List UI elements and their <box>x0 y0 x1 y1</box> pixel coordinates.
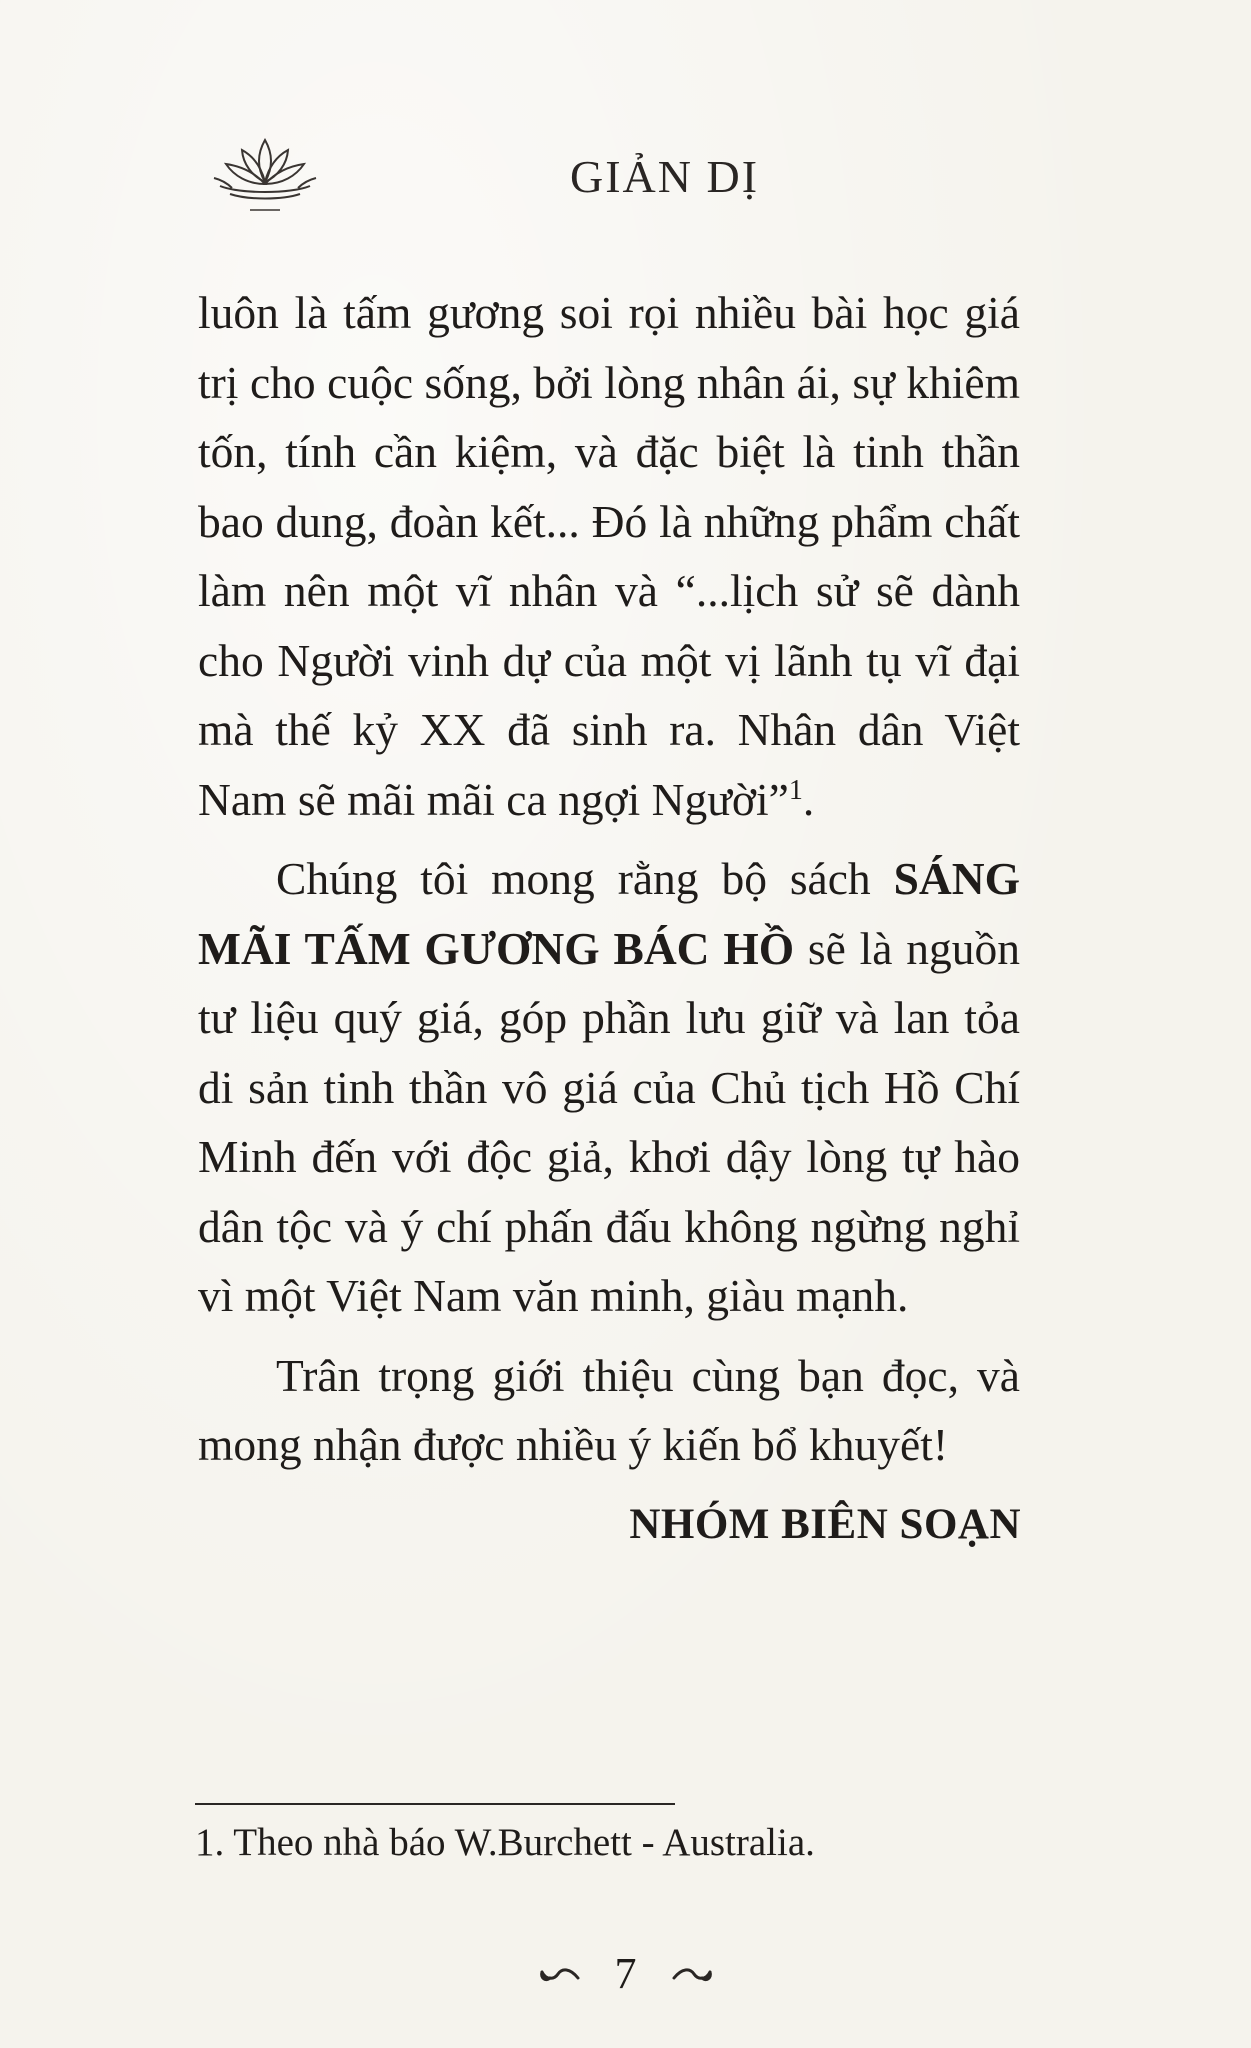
running-title: GIẢN DỊ <box>570 151 760 202</box>
book-series-title: SÁNG MÃI TẤM GƯƠNG BÁC HỒ <box>198 853 1020 974</box>
paragraph: Trân trọng giới thiệu cùng bạn đọc, và mong nhận được nhiều ý kiến bổ khuyết! <box>198 1349 1020 1470</box>
page-header <box>210 110 1040 220</box>
lotus-icon <box>210 120 320 220</box>
page-folio <box>0 1944 1251 1999</box>
paragraph-text: luôn là tấm gương soi rọi nhiều bài học giá trị cho cuộc sống, bởi lòng nhân ái, sự khiêm tốn, tính cần kiệm, và đặc biệt là tinh thần bao dung, đoàn kết... Đó là những phẩm chất làm nên một vĩ nhân và “...lịch sử sẽ dành cho Người vinh dự của một vị lãnh tụ vĩ đại mà thế kỷ XX đã sinh ra. Nhân dân Việt Nam sẽ mãi mãi ca ngợi Người” <box>198 287 1020 825</box>
footnote-divider <box>195 1803 675 1805</box>
swirl-ornament-icon <box>670 1962 716 1986</box>
page-number: 7 <box>614 1949 637 1999</box>
footnote: 1. Theo nhà báo W.Burchett - Australia. <box>195 1821 815 1864</box>
signature: NHÓM BIÊN SOẠN <box>629 1501 1021 1548</box>
paragraph <box>198 844 1020 1331</box>
paragraph-end: . <box>802 773 815 825</box>
paragraph-text: Chúng tôi mong rằng bộ sách <box>276 853 894 904</box>
body-text <box>198 278 1020 1480</box>
paragraph <box>198 278 1020 834</box>
swirl-ornament-icon <box>536 1962 582 1986</box>
paragraph-text: sẽ là nguồn tư liệu quý giá, góp phần lưu giữ và lan tỏa di sản tinh thần vô giá của Chủ tịch Hồ Chí Minh đến với độc giả, khơi dậy lòng tự hào dân tộc và ý chí phấn đấu không ngừng nghỉ vì một Việt Nam văn minh, giàu mạnh. <box>198 922 1020 1321</box>
footnote-reference[interactable]: 1 <box>788 774 803 806</box>
